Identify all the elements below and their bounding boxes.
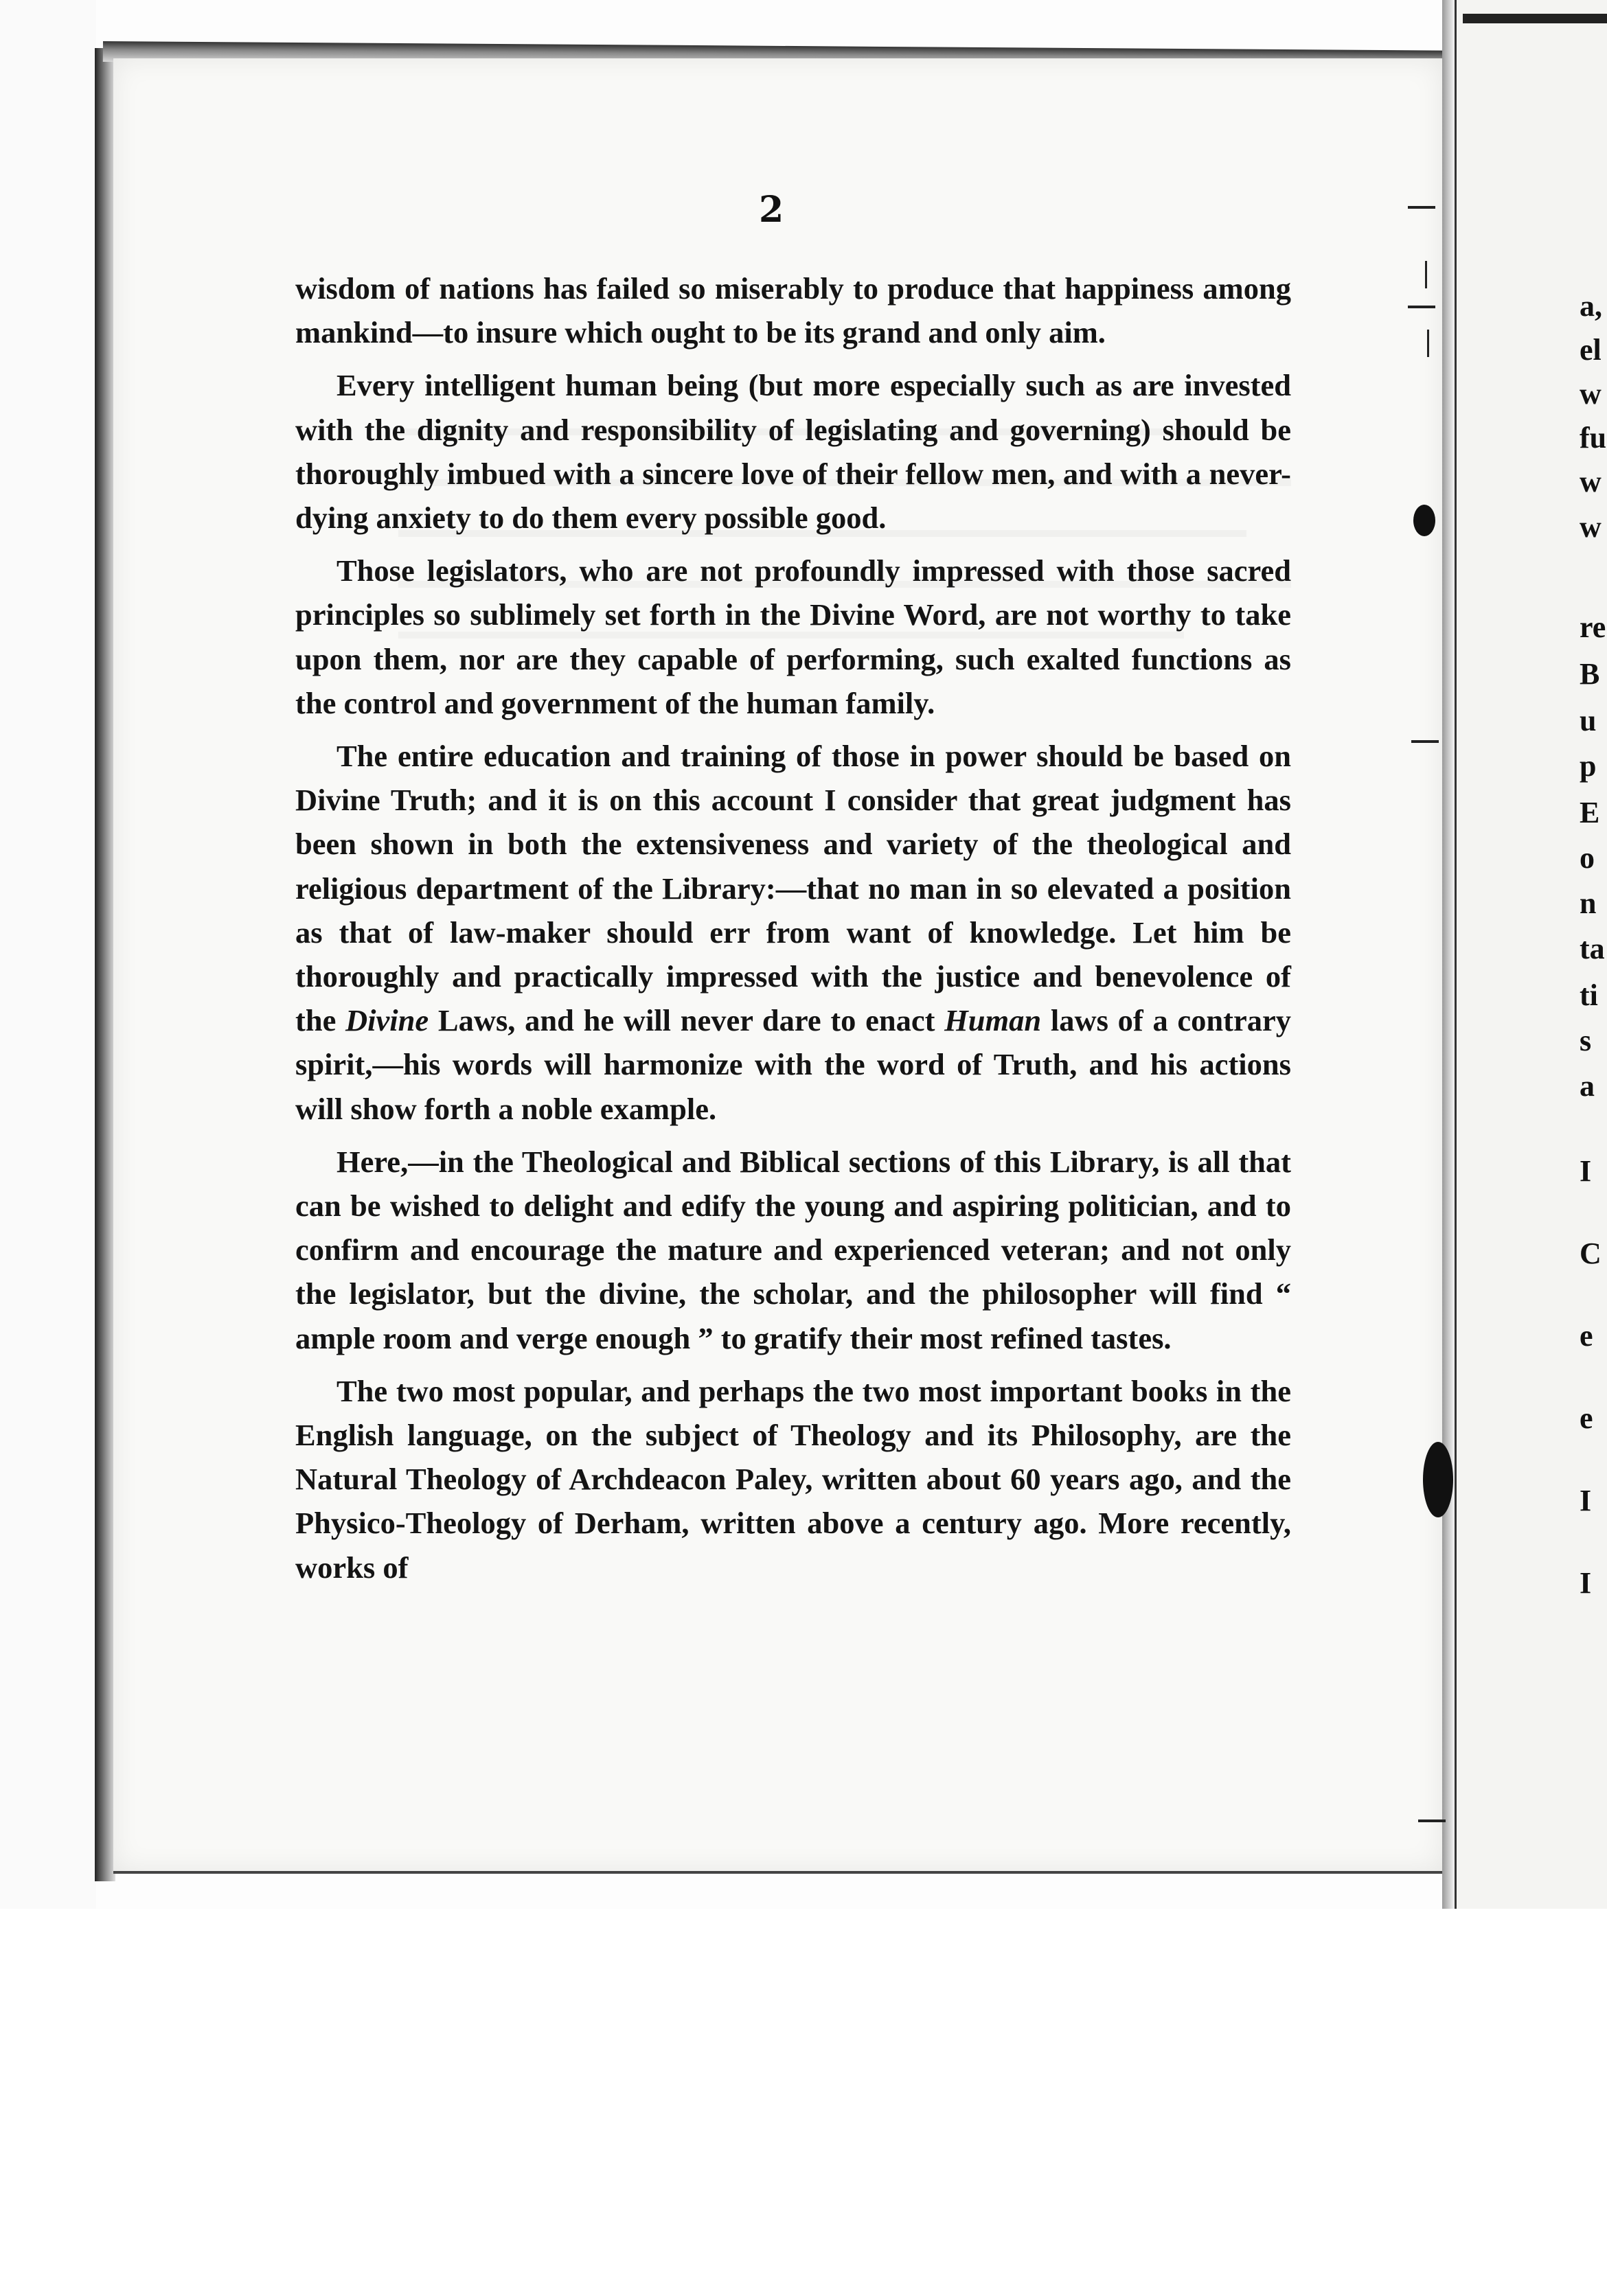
facing-page-fragment: C [1580, 1237, 1602, 1270]
paragraph-4-part-2: Laws, and he will never dare to enact [429, 1003, 945, 1038]
page-body [295, 266, 1291, 1598]
facing-page-top-edge [1463, 14, 1607, 23]
italic-divine: Divine [345, 1003, 429, 1038]
facing-page-fragment: w [1580, 465, 1602, 498]
paragraph-3: Those legislators, who are not profoundly impressed with those sacred principles so sublimely set forth in the Divine Word, are not worthy to take upon them, nor are they capable of performing, such exalted functions as the control and government of the human family. [295, 553, 1291, 720]
bottom-margin [0, 1909, 1607, 2296]
book-binding-edge [95, 48, 115, 1881]
paragraph-4 [295, 734, 1291, 1131]
ink-blot [1423, 1442, 1453, 1517]
paragraph-2: Every intelligent human being (but more especially such as are invested with the dignity and responsibility of legislating and governing) should be thoroughly imbued with a sincere love of their fellow men, and with a never-dying anxiety to do them every possible good. [295, 368, 1291, 536]
facing-page-fragment: E [1580, 796, 1600, 829]
facing-page-fragment: I [1580, 1484, 1592, 1517]
facing-page-fragment: I [1580, 1154, 1592, 1188]
facing-page-fragment: w [1580, 377, 1602, 411]
facing-page-fragment: a, [1580, 289, 1602, 323]
paragraph-4-part-1: The entire education and training of those in power should be based on Divine Truth; and it is on this account I consider that great judgment has been shown in both the extensiveness and variety of the theological and religious department of the Library:—that no man in so elevated a position as that of law-maker should err from want of knowledge. Let him be thoroughly and practically impressed with the justice and benevolence of the [295, 739, 1291, 1038]
facing-page-fragment: B [1580, 657, 1600, 691]
page-number: 2 [759, 189, 784, 231]
facing-page-fragment: o [1580, 841, 1595, 875]
facing-page-fragment: w [1580, 510, 1602, 544]
facing-page-fragment: ti [1580, 978, 1598, 1012]
gutter-tick-mark [1411, 740, 1439, 743]
facing-page-fragment: e [1580, 1319, 1593, 1353]
facing-page-fragment: a [1580, 1069, 1595, 1103]
italic-human: Human [944, 1003, 1042, 1038]
facing-page-fragment: u [1580, 704, 1597, 737]
facing-page-fragment: re [1580, 610, 1606, 644]
facing-page-fragment: el [1580, 333, 1602, 367]
facing-page-fragment: n [1580, 886, 1597, 920]
gutter-tick-mark [1408, 306, 1435, 308]
gutter-tick-mark [1408, 206, 1435, 209]
facing-page-fragment: fu [1580, 421, 1607, 455]
gutter-tick-mark [1418, 1819, 1446, 1822]
facing-page-fragment: ta [1580, 932, 1605, 965]
facing-page-fragment: s [1580, 1024, 1592, 1057]
paragraph-1: wisdom of nations has failed so miserably to produce that happiness among mankind—to insure which ought to be its grand and only aim. [295, 271, 1291, 350]
paragraph-4-part-3: laws of a contrary spirit,—his words will harmonize with the word of Truth, and his actions will show forth a noble example. [295, 1003, 1291, 1126]
paragraph-5: Here,—in the Theological and Biblical sections of this Library, is all that can be wished to delight and edify the young and aspiring politician, and to confirm and encourage the mature and experienced veteran; and not only the legislator, but the divine, the scholar, and the philosopher will find “ ample room and verge enough ” to gratify their most refined tastes. [295, 1144, 1291, 1355]
facing-page-fragment: p [1580, 749, 1597, 783]
facing-page-fragment: I [1580, 1566, 1592, 1600]
gutter-tick-mark [1427, 330, 1429, 357]
gutter-tick-mark [1425, 261, 1427, 288]
paragraph-6: The two most popular, and perhaps the two most important books in the English language, on the subject of Theology and its Philosophy, are the Natural Theology of Archdeacon Paley, written about 60 years ago, and the Physico-Theology of Derham, written above a century ago. More recently, works of [295, 1373, 1291, 1585]
ink-blot [1413, 505, 1435, 536]
facing-page-fragment: e [1580, 1401, 1593, 1435]
